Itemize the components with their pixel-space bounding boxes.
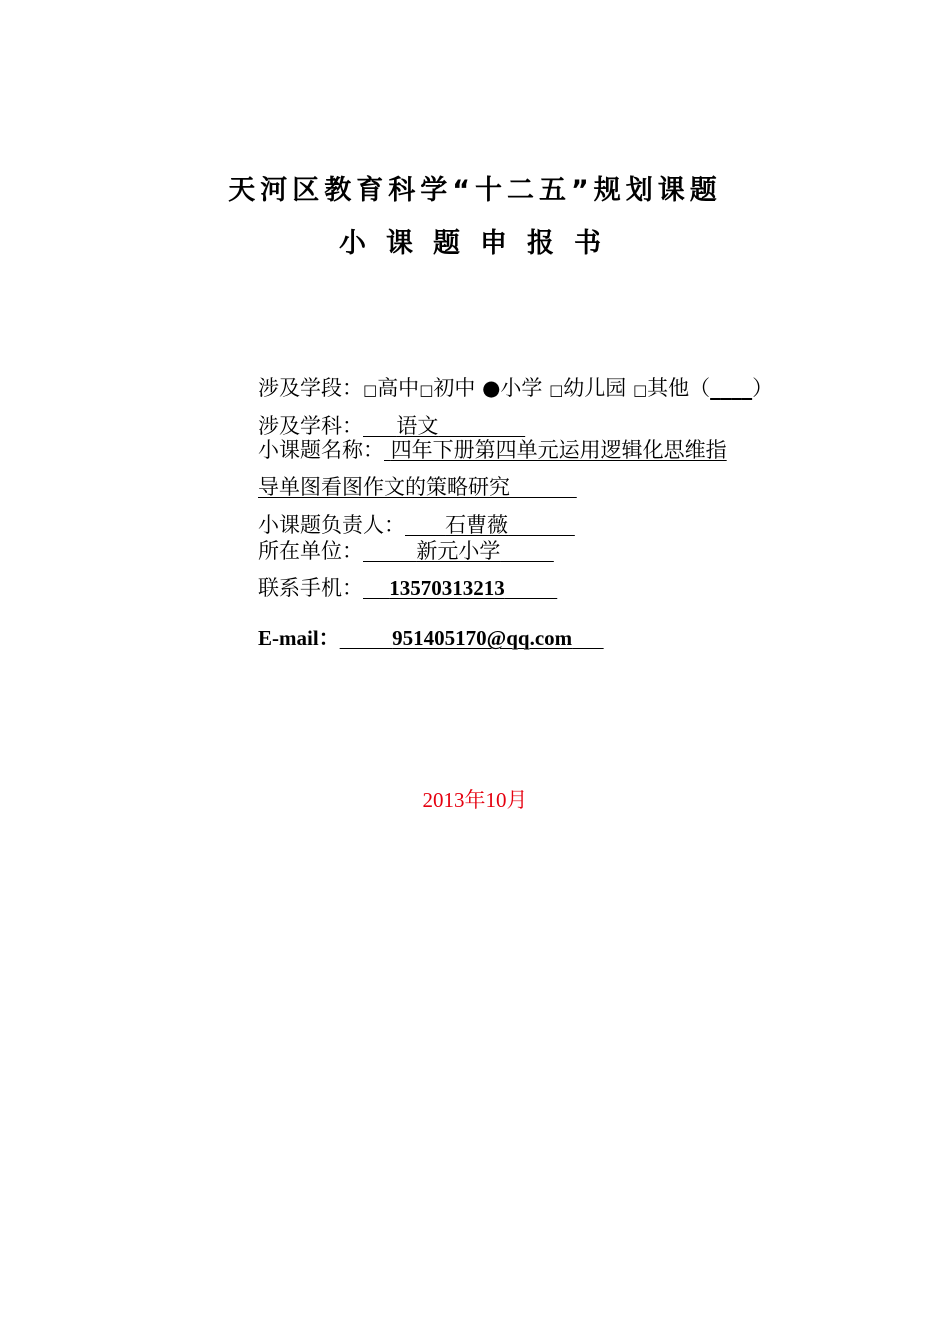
- other-blank[interactable]: ____: [710, 375, 753, 400]
- subject-label: 涉及学科：: [258, 414, 363, 438]
- topic-field-continued: [258, 471, 577, 501]
- email-label: E-mail：: [258, 626, 340, 650]
- checkbox-middle-school[interactable]: □: [419, 381, 434, 399]
- checkbox-kindergarten[interactable]: □: [549, 381, 564, 399]
- phone-label: 联系手机：: [258, 576, 363, 600]
- phone-field: [258, 572, 557, 602]
- phone-value: 13570313213: [389, 576, 505, 600]
- option-middle-school: 初中: [433, 376, 476, 400]
- topic-value-line1: 四年下册第四单元运用逻辑化思维指: [390, 438, 727, 462]
- email-value-field[interactable]: [340, 626, 604, 650]
- unit-label: 所在单位：: [258, 539, 363, 563]
- email-field: [258, 622, 604, 652]
- unit-value: 新元小学: [416, 539, 501, 563]
- option-primary-school: 小学: [500, 376, 543, 400]
- checkbox-high-school[interactable]: □: [363, 381, 378, 399]
- unit-value-field[interactable]: [363, 539, 554, 563]
- stage-field: [258, 372, 773, 402]
- topic-field: [258, 434, 727, 464]
- topic-label: 小课题名称：: [258, 438, 384, 462]
- date: 2013年10月: [422, 788, 528, 812]
- stage-label: 涉及学段：: [258, 376, 363, 400]
- option-kindergarten: 幼儿园: [563, 376, 627, 400]
- option-other: 其他（: [647, 376, 711, 400]
- leader-value: 石曹薇: [445, 513, 509, 537]
- page-title: 天河区教育科学“十二五”规划课题: [228, 175, 722, 206]
- checkbox-primary-school[interactable]: ●: [482, 376, 501, 400]
- leader-label: 小课题负责人：: [258, 513, 405, 537]
- email-value: 951405170@qq.com: [392, 626, 573, 650]
- subject-value: 语文: [396, 414, 439, 438]
- leader-value-field[interactable]: [405, 513, 575, 537]
- option-high-school: 高中: [377, 376, 420, 400]
- phone-value-field[interactable]: [363, 576, 557, 600]
- page-subtitle: 小课题申报书: [339, 228, 621, 259]
- unit-field: [258, 535, 554, 565]
- topic-value-field[interactable]: [384, 438, 727, 462]
- option-other-close: ）: [752, 376, 774, 400]
- checkbox-other[interactable]: □: [632, 381, 648, 399]
- topic-value-line2: 导单图看图作文的策略研究: [258, 475, 510, 499]
- topic-value-field-continued[interactable]: [258, 475, 577, 499]
